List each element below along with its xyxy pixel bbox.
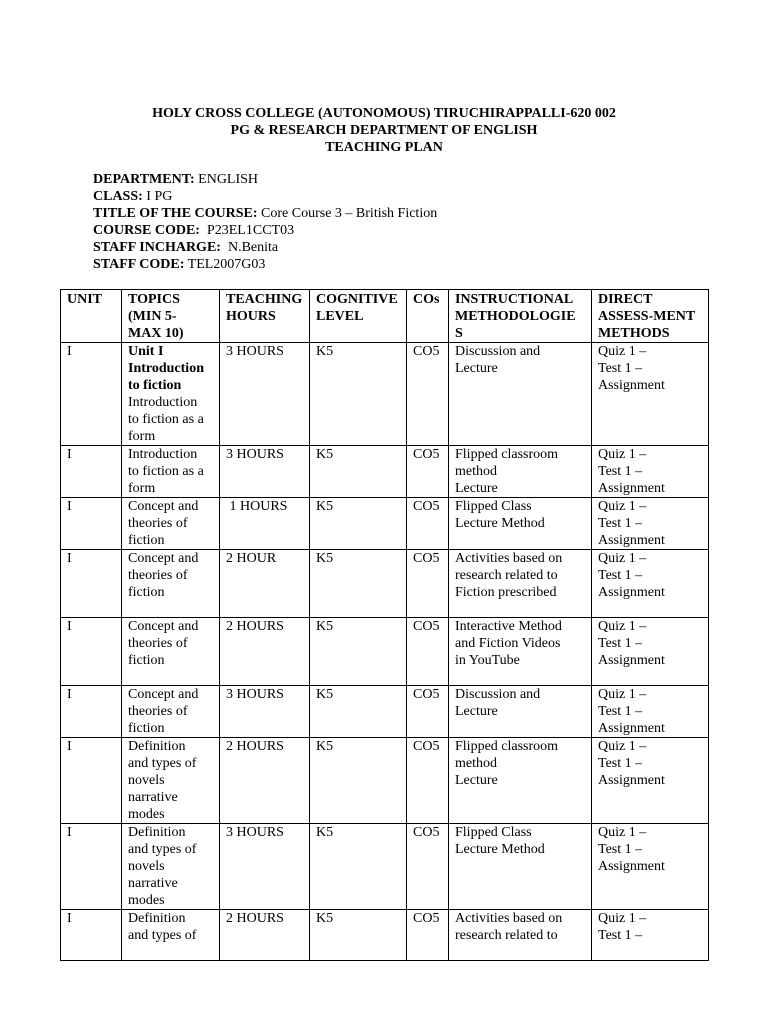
topic-cell-line: Concept and	[128, 499, 199, 514]
assessment-cell-line: Quiz 1 –	[598, 447, 647, 462]
cognitive-level-cell	[310, 498, 407, 550]
table-row	[61, 910, 709, 961]
hours-cell	[220, 498, 310, 550]
department-value: ENGLISH	[198, 172, 259, 187]
unit-cell-text: I	[67, 619, 72, 634]
cos-cell-text: CO5	[413, 739, 440, 754]
unit-cell-text: I	[67, 551, 72, 566]
assessment-cell-line: Quiz 1 –	[598, 825, 647, 840]
assessment-cell-line: Assignment	[598, 378, 665, 393]
assessment-cell-line: Assignment	[598, 585, 665, 600]
unit-cell	[61, 446, 122, 498]
hours-cell	[220, 686, 310, 738]
topic-cell-line: Concept and	[128, 619, 199, 634]
unit-cell	[61, 550, 122, 618]
methodology-cell-line: Flipped Class	[455, 499, 532, 514]
topic-cell-line: Definition	[128, 825, 186, 840]
methodology-cell-line: Lecture	[455, 704, 498, 719]
staff-code-value: TEL2007G03	[187, 257, 266, 272]
unit-cell	[61, 824, 122, 910]
topic-cell-line: Definition	[128, 911, 186, 926]
unit-cell-text: I	[67, 499, 72, 514]
topic-cell-line: narrative	[128, 790, 178, 805]
assessment-cell-line: Assignment	[598, 533, 665, 548]
methodology-cell	[449, 498, 592, 550]
course-code-row	[93, 222, 437, 239]
methodology-cell-line: in YouTube	[455, 653, 520, 668]
topic-cell-line: modes	[128, 893, 165, 908]
table-header-row	[61, 290, 709, 343]
table-row	[61, 738, 709, 824]
cos-cell	[407, 686, 449, 738]
course-code-value: P23EL1CCT03	[206, 223, 295, 238]
cos-cell	[407, 618, 449, 686]
column-header-line: INSTRUCTIONAL	[455, 292, 574, 307]
assessment-cell-line: Assignment	[598, 773, 665, 788]
cos-cell	[407, 738, 449, 824]
column-header-cognitive-level	[310, 290, 407, 343]
unit-cell-text: I	[67, 911, 72, 926]
methodology-cell-line: method	[455, 464, 497, 479]
topic-cell-line: fiction	[128, 585, 165, 600]
methodology-cell-line: Fiction prescribed	[455, 585, 557, 600]
cognitive-level-cell	[310, 618, 407, 686]
cos-cell-text: CO5	[413, 619, 440, 634]
assessment-cell	[592, 824, 709, 910]
class-value: I PG	[146, 189, 173, 204]
assessment-cell	[592, 343, 709, 446]
table-row	[61, 498, 709, 550]
topic-cell-line: modes	[128, 807, 165, 822]
cognitive-level-cell	[310, 824, 407, 910]
assessment-cell	[592, 686, 709, 738]
methodology-cell-line: Lecture Method	[455, 842, 545, 857]
methodology-cell	[449, 910, 592, 961]
assessment-cell-line: Assignment	[598, 653, 665, 668]
methodology-cell	[449, 343, 592, 446]
cognitive-level-cell-text: K5	[316, 687, 334, 702]
cos-cell	[407, 498, 449, 550]
course-title-row	[93, 205, 437, 222]
unit-cell-text: I	[67, 825, 72, 840]
assessment-cell-line: Quiz 1 –	[598, 739, 647, 754]
topic-cell-line: theories of	[128, 704, 188, 719]
cos-cell-text: CO5	[413, 344, 440, 359]
topic-cell-line: fiction	[128, 653, 165, 668]
department-heading: PG & RESEARCH DEPARTMENT OF ENGLISH	[230, 123, 538, 138]
unit-cell-text: I	[67, 687, 72, 702]
column-header-line: UNIT	[67, 292, 103, 307]
methodology-cell-line: Flipped classroom	[455, 739, 559, 754]
hours-cell-text: 3 HOURS	[226, 447, 284, 462]
topic-cell-line: Concept and	[128, 551, 199, 566]
unit-cell	[61, 498, 122, 550]
assessment-cell-line: Quiz 1 –	[598, 344, 647, 359]
cognitive-level-cell	[310, 343, 407, 446]
column-header-topics	[122, 290, 220, 343]
staff-incharge-label: STAFF INCHARGE:	[93, 240, 221, 255]
assessment-cell-line: Quiz 1 –	[598, 499, 647, 514]
cos-cell-text: CO5	[413, 447, 440, 462]
hours-cell	[220, 618, 310, 686]
column-header-line: COs	[413, 292, 440, 307]
topic-cell-line: form	[128, 481, 156, 496]
cos-cell	[407, 343, 449, 446]
assessment-cell-line: Test 1 –	[598, 756, 643, 771]
methodology-cell-line: Discussion and	[455, 687, 541, 702]
unit-cell-text: I	[67, 447, 72, 462]
topic-cell	[122, 824, 220, 910]
hours-cell-text: 2 HOURS	[226, 739, 284, 754]
cognitive-level-cell-text: K5	[316, 825, 334, 840]
cognitive-level-cell-text: K5	[316, 739, 334, 754]
topic-cell	[122, 618, 220, 686]
column-header-line: ASSESS-MENT	[598, 309, 696, 324]
hours-cell	[220, 824, 310, 910]
assessment-cell-line: Test 1 –	[598, 704, 643, 719]
cognitive-level-cell	[310, 910, 407, 961]
methodology-cell-line: and Fiction Videos	[455, 636, 561, 651]
methodology-cell-line: Lecture	[455, 773, 498, 788]
column-header-line: COGNITIVE	[316, 292, 398, 307]
topic-cell-line: Introduction	[128, 361, 204, 376]
assessment-cell	[592, 910, 709, 961]
assessment-cell-line: Test 1 –	[598, 636, 643, 651]
topic-cell	[122, 686, 220, 738]
department-row	[93, 171, 437, 188]
hours-cell	[220, 550, 310, 618]
college-name-heading: HOLY CROSS COLLEGE (AUTONOMOUS) TIRUCHIRAPPALLI-620 002	[152, 106, 616, 121]
column-header-line: TEACHING	[226, 292, 303, 307]
hours-cell-text: 2 HOURS	[226, 619, 284, 634]
staff-incharge-value: N.Benita	[227, 240, 279, 255]
class-row	[93, 188, 437, 205]
table-row	[61, 618, 709, 686]
staff-incharge-row	[93, 239, 437, 256]
topic-cell-line: Definition	[128, 739, 186, 754]
methodology-cell-line: Lecture	[455, 361, 498, 376]
staff-code-label: STAFF CODE:	[93, 257, 185, 272]
cos-cell	[407, 824, 449, 910]
table-row	[61, 343, 709, 446]
assessment-cell-line: Test 1 –	[598, 361, 643, 376]
hours-cell-text: 3 HOURS	[226, 825, 284, 840]
column-header-line: DIRECT	[598, 292, 653, 307]
column-header-direct-assessment-methods	[592, 290, 709, 343]
topic-cell-line: form	[128, 429, 156, 444]
methodology-cell-line: Lecture Method	[455, 516, 545, 531]
topic-cell	[122, 343, 220, 446]
cognitive-level-cell-text: K5	[316, 551, 334, 566]
unit-cell-text: I	[67, 344, 72, 359]
column-header-line: S	[455, 326, 463, 341]
methodology-cell	[449, 618, 592, 686]
methodology-cell-line: Flipped classroom	[455, 447, 559, 462]
column-header-line: MAX 10)	[128, 326, 184, 341]
topic-cell-line: Introduction	[128, 395, 198, 410]
methodology-cell-line: Activities based on	[455, 911, 563, 926]
table-row	[61, 446, 709, 498]
assessment-cell	[592, 738, 709, 824]
cos-cell	[407, 910, 449, 961]
topic-cell-line: to fiction	[128, 378, 182, 393]
unit-cell	[61, 343, 122, 446]
column-header-teaching-hours	[220, 290, 310, 343]
unit-cell	[61, 738, 122, 824]
topic-cell	[122, 498, 220, 550]
column-header-instructional-methodologies	[449, 290, 592, 343]
cognitive-level-cell-text: K5	[316, 499, 334, 514]
cos-cell-text: CO5	[413, 499, 440, 514]
topic-cell-line: and types of	[128, 928, 197, 943]
cognitive-level-cell-text: K5	[316, 619, 334, 634]
table-row	[61, 550, 709, 618]
topic-cell-line: to fiction as a	[128, 464, 204, 479]
cognitive-level-cell-text: K5	[316, 344, 334, 359]
topic-cell-line: Concept and	[128, 687, 199, 702]
column-header-cos	[407, 290, 449, 343]
cognitive-level-cell-text: K5	[316, 447, 334, 462]
topic-cell-line: novels	[128, 859, 165, 874]
topic-cell-line: and types of	[128, 842, 197, 857]
topic-cell-line: novels	[128, 773, 165, 788]
assessment-cell-line: Quiz 1 –	[598, 687, 647, 702]
cos-cell-text: CO5	[413, 825, 440, 840]
topic-cell-line: Introduction	[128, 447, 198, 462]
cos-cell-text: CO5	[413, 551, 440, 566]
topic-cell-line: theories of	[128, 516, 188, 531]
assessment-cell-line: Quiz 1 –	[598, 551, 647, 566]
methodology-cell-line: Flipped Class	[455, 825, 532, 840]
hours-cell	[220, 910, 310, 961]
cos-cell	[407, 550, 449, 618]
methodology-cell-line: research related to	[455, 568, 558, 583]
hours-cell-text: 2 HOUR	[226, 551, 277, 566]
assessment-cell-line: Assignment	[598, 859, 665, 874]
table-body	[61, 343, 709, 961]
topic-cell-line: fiction	[128, 721, 165, 736]
hours-cell	[220, 343, 310, 446]
methodology-cell-line: Discussion and	[455, 344, 541, 359]
column-header-line: METHODOLOGIE	[455, 309, 576, 324]
course-title-label: TITLE OF THE COURSE:	[93, 206, 258, 221]
methodology-cell-line: Activities based on	[455, 551, 563, 566]
column-header-line: LEVEL	[316, 309, 364, 324]
cognitive-level-cell-text: K5	[316, 911, 334, 926]
column-header-line: HOURS	[226, 309, 276, 324]
topic-cell	[122, 910, 220, 961]
department-label: DEPARTMENT:	[93, 172, 195, 187]
assessment-cell	[592, 498, 709, 550]
topic-cell-line: Unit I	[128, 344, 164, 359]
assessment-cell	[592, 446, 709, 498]
hours-cell-text: 3 HOURS	[226, 687, 284, 702]
hours-cell	[220, 738, 310, 824]
methodology-cell	[449, 738, 592, 824]
teaching-plan-heading: TEACHING PLAN	[325, 140, 443, 155]
teaching-plan-table	[60, 289, 709, 961]
assessment-cell-line: Test 1 –	[598, 568, 643, 583]
methodology-cell	[449, 686, 592, 738]
assessment-cell	[592, 618, 709, 686]
assessment-cell	[592, 550, 709, 618]
methodology-cell	[449, 446, 592, 498]
assessment-cell-line: Quiz 1 –	[598, 911, 647, 926]
column-header-unit	[61, 290, 122, 343]
hours-cell-text: 2 HOURS	[226, 911, 284, 926]
unit-cell-text: I	[67, 739, 72, 754]
column-header-line: METHODS	[598, 326, 670, 341]
hours-cell	[220, 446, 310, 498]
cos-cell-text: CO5	[413, 911, 440, 926]
cognitive-level-cell	[310, 446, 407, 498]
hours-cell-text: 3 HOURS	[226, 344, 284, 359]
cognitive-level-cell	[310, 738, 407, 824]
course-code-label: COURSE CODE:	[93, 223, 200, 238]
assessment-cell-line: Test 1 –	[598, 842, 643, 857]
column-header-line: (MIN 5-	[128, 309, 177, 324]
unit-cell	[61, 618, 122, 686]
methodology-cell-line: method	[455, 756, 497, 771]
methodology-cell-line: Lecture	[455, 481, 498, 496]
course-metadata	[93, 171, 437, 273]
methodology-cell-line: research related to	[455, 928, 558, 943]
cos-cell-text: CO5	[413, 687, 440, 702]
cognitive-level-cell	[310, 550, 407, 618]
topic-cell-line: to fiction as a	[128, 412, 204, 427]
topic-cell	[122, 738, 220, 824]
assessment-cell-line: Test 1 –	[598, 464, 643, 479]
cognitive-level-cell	[310, 686, 407, 738]
unit-cell	[61, 686, 122, 738]
topic-cell-line: theories of	[128, 636, 188, 651]
topic-cell-line: fiction	[128, 533, 165, 548]
class-label: CLASS:	[93, 189, 143, 204]
table-row	[61, 824, 709, 910]
topic-cell-line: narrative	[128, 876, 178, 891]
topic-cell	[122, 446, 220, 498]
methodology-cell	[449, 550, 592, 618]
table-row	[61, 686, 709, 738]
staff-code-row	[93, 256, 437, 273]
cos-cell	[407, 446, 449, 498]
methodology-cell-line: Interactive Method	[455, 619, 562, 634]
assessment-cell-line: Test 1 –	[598, 928, 643, 943]
course-title-value: Core Course 3 – British Fiction	[261, 206, 438, 221]
topic-cell-line: theories of	[128, 568, 188, 583]
assessment-cell-line: Assignment	[598, 481, 665, 496]
column-header-line: TOPICS	[128, 292, 180, 307]
topic-cell	[122, 550, 220, 618]
unit-cell	[61, 910, 122, 961]
topic-cell-line: and types of	[128, 756, 197, 771]
assessment-cell-line: Assignment	[598, 721, 665, 736]
hours-cell-text: 1 HOURS	[226, 499, 288, 514]
methodology-cell	[449, 824, 592, 910]
assessment-cell-line: Test 1 –	[598, 516, 643, 531]
assessment-cell-line: Quiz 1 –	[598, 619, 647, 634]
